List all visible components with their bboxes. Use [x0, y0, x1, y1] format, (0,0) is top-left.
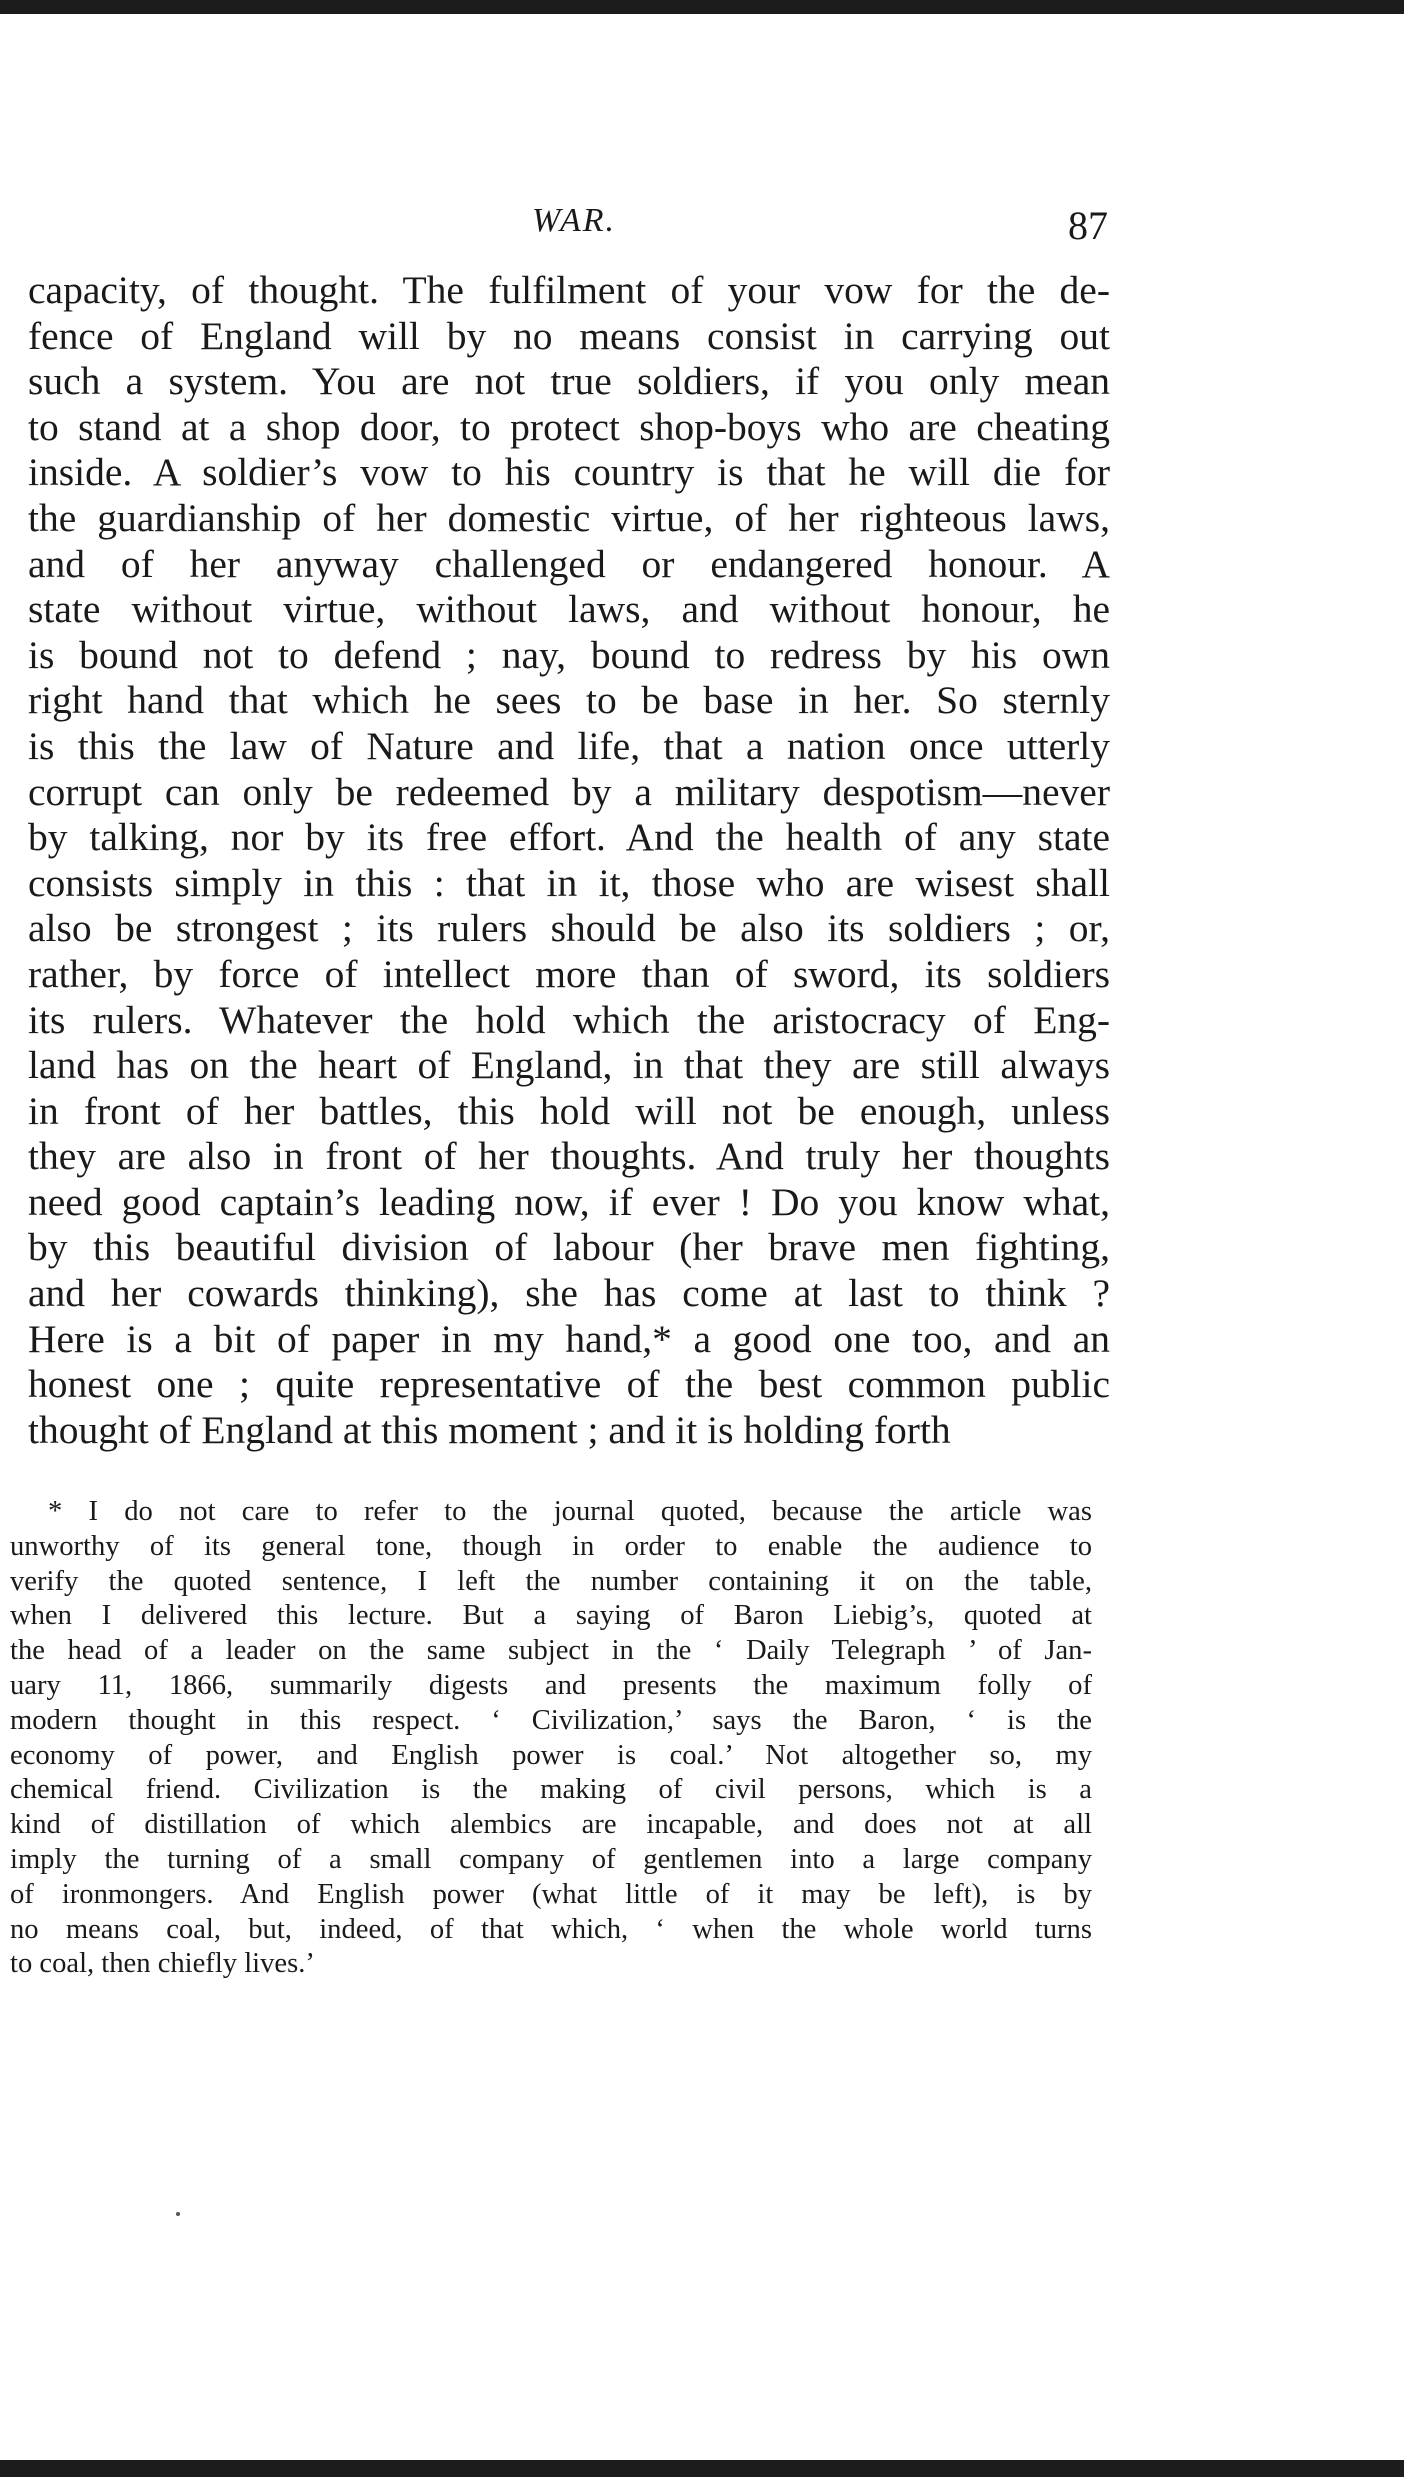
footnote: [10, 1495, 1092, 1982]
body-line: land has on the heart of England, in that they are still always: [28, 1043, 1110, 1088]
footnote-line: economy of power, and English power is coal.’ Not altogether so, my: [10, 1739, 1092, 1771]
body-line: to stand at a shop door, to protect shop-boys who are cheating: [28, 404, 1110, 449]
body-line: by talking, nor by its free effort. And the health of any state: [28, 815, 1110, 860]
page-header: [0, 202, 1404, 252]
body-line: and her cowards thinking), she has come at last to think ?: [28, 1271, 1110, 1316]
footnote-line: verify the quoted sentence, I left the number containing it on the table,: [10, 1565, 1092, 1597]
body-line: state without virtue, without laws, and without honour, he: [28, 587, 1110, 632]
bottom-scan-border: [0, 2460, 1404, 2477]
footnote-line: when I delivered this lecture. But a saying of Baron Liebig’s, quoted at: [10, 1600, 1092, 1632]
body-line: need good captain’s leading now, if ever ! Do you know what,: [28, 1179, 1110, 1224]
body-line: its rulers. Whatever the hold which the aristocracy of Eng-: [28, 997, 1110, 1042]
footnote-line: the head of a leader on the same subject in the ‘ Daily Telegraph ’ of Jan-: [10, 1635, 1092, 1667]
body-line: is bound not to defend ; nay, bound to redress by his own: [28, 632, 1110, 677]
footnote-line: imply the turning of a small company of gentlemen into a large company: [10, 1843, 1092, 1875]
body-line: by this beautiful division of labour (her brave men fighting,: [28, 1225, 1110, 1270]
footnote-line: chemical friend. Civilization is the making of civil persons, which is a: [10, 1774, 1092, 1806]
body-line: rather, by force of intellect more than of sword, its soldiers: [28, 951, 1110, 996]
ink-speck: [176, 2212, 180, 2216]
body-line: corrupt can only be redeemed by a military despotism—never: [28, 769, 1110, 814]
body-line: thought of England at this moment ; and it is holding forth: [28, 1407, 951, 1452]
body-line: the guardianship of her domestic virtue, of her righteous laws,: [28, 495, 1110, 540]
body-line: consists simply in this : that in it, those who are wisest shall: [28, 860, 1110, 905]
body-line: honest one ; quite representative of the best common public: [28, 1362, 1110, 1407]
footnote-line: unworthy of its general tone, though in order to enable the audience to: [10, 1530, 1092, 1562]
body-line: capacity, of thought. The fulfilment of your vow for the de-: [28, 268, 1110, 312]
footnote-line: kind of distillation of which alembics are incapable, and does not at all: [10, 1809, 1092, 1841]
body-line: Here is a bit of paper in my hand,* a good one too, and an: [28, 1316, 1110, 1361]
body-line: inside. A soldier’s vow to his country is that he will die for: [28, 450, 1110, 495]
footnote-line: of ironmongers. And English power (what little of it may be left), is by: [10, 1878, 1092, 1910]
body-line: is this the law of Nature and life, that a nation once utterly: [28, 723, 1110, 768]
footnote-line: modern thought in this respect. ‘ Civilization,’ says the Baron, ‘ is the: [10, 1704, 1092, 1736]
page-number: 87: [1068, 203, 1108, 248]
footnote-line: to coal, then chiefly lives.’: [10, 1948, 315, 1980]
body-line: right hand that which he sees to be base in her. So sternly: [28, 678, 1110, 723]
footnote-line: no means coal, but, indeed, of that which, ‘ when the whole world turns: [10, 1913, 1092, 1945]
body-line: such a system. You are not true soldiers, if you only mean: [28, 359, 1110, 404]
body-line: and of her anyway challenged or endangered honour. A: [28, 541, 1110, 586]
body-text: [28, 268, 1110, 1453]
body-line: they are also in front of her thoughts. And truly her thoughts: [28, 1134, 1110, 1179]
body-line: fence of England will by no means consist in carrying out: [28, 313, 1110, 358]
running-title: WAR.: [532, 202, 616, 239]
body-line: in front of her battles, this hold will not be enough, unless: [28, 1088, 1110, 1133]
footnote-line: uary 11, 1866, summarily digests and presents the maximum folly of: [10, 1669, 1092, 1701]
body-line: also be strongest ; its rulers should be also its soldiers ; or,: [28, 906, 1110, 951]
footnote-line: * I do not care to refer to the journal quoted, because the article was: [48, 1496, 1092, 1527]
top-scan-border: [0, 0, 1404, 14]
